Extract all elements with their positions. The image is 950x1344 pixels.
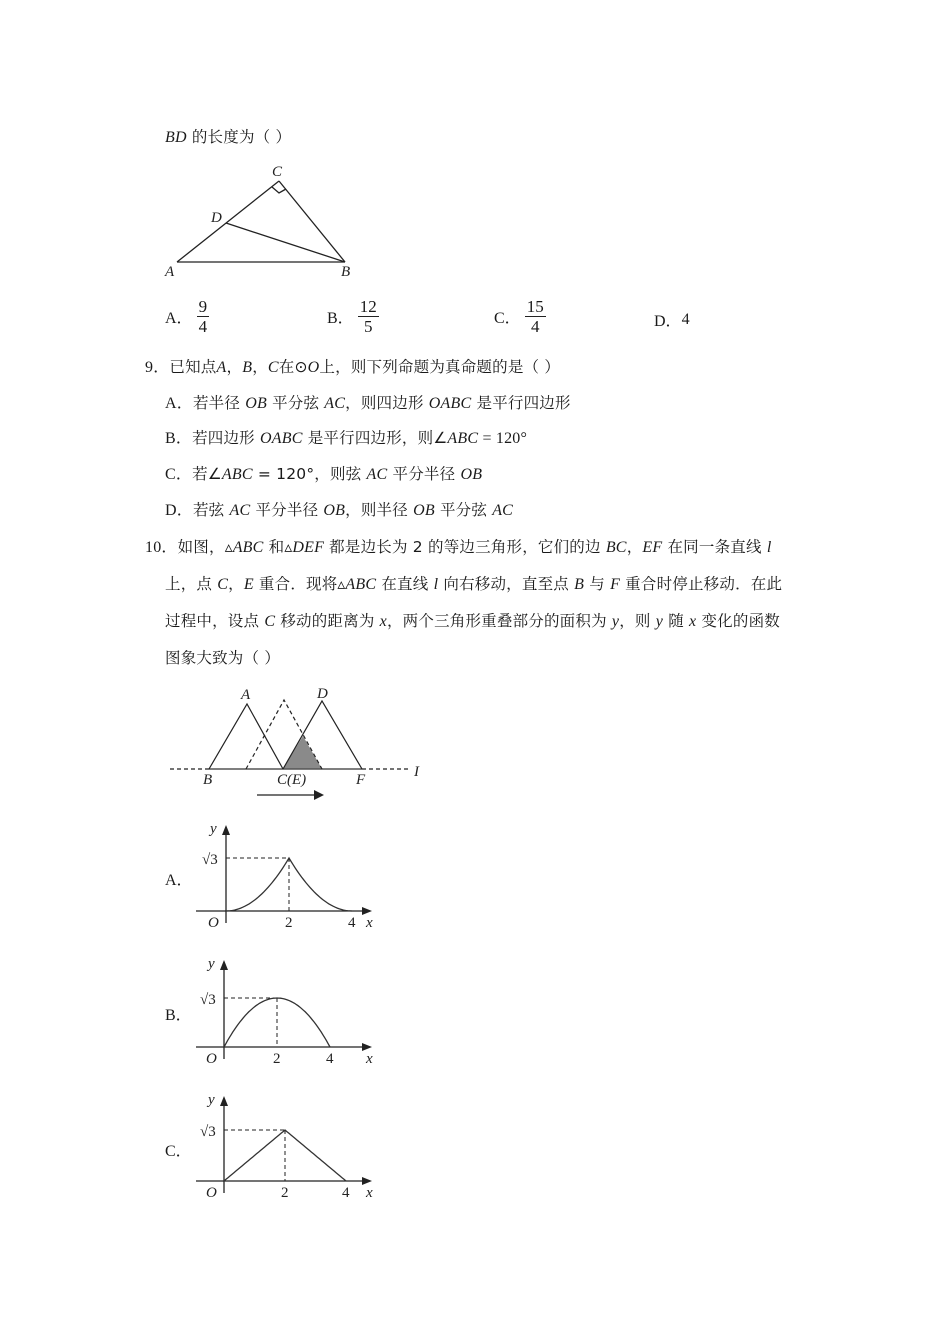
math-segment: B — [574, 576, 585, 593]
label-d: D — [317, 686, 328, 702]
text-segment: ，两个三角形重叠部分的面积为 — [386, 612, 612, 630]
text-segment: 是平行四边形 — [471, 394, 571, 412]
math-segment: AC — [492, 502, 514, 519]
origin-label: O — [206, 1185, 217, 1201]
option-letter: D． — [654, 313, 682, 330]
option-letter: D． — [165, 502, 193, 519]
x-axis-label: x — [366, 1185, 373, 1201]
math-segment: ABC — [232, 539, 264, 556]
text-segment: 重合．现将▵ — [253, 575, 346, 593]
text-segment: 上，则下列命题为真命题的是（ ） — [319, 358, 561, 376]
x-axis-label: x — [366, 915, 373, 931]
text-segment: 和▵ — [263, 538, 293, 556]
math-segment: OB — [323, 502, 346, 519]
math-segment: E — [243, 576, 254, 593]
text-segment: 移动的距离为 — [275, 612, 380, 630]
x-tick-label: 2 — [285, 915, 293, 931]
math-segment: A — [216, 359, 227, 376]
question-number: 10． — [145, 539, 178, 556]
math-segment: OB — [245, 395, 267, 412]
math-segment: x — [379, 613, 387, 630]
option-letter: A． — [165, 310, 193, 327]
math-segment: ABC — [345, 576, 377, 593]
math-segment: ABC — [447, 430, 479, 447]
x-axis-arrow-icon — [362, 907, 372, 915]
x-tick-label: 4 — [326, 1051, 334, 1067]
text-segment: 平分半径 — [250, 501, 324, 519]
option-letter: A． — [165, 872, 193, 889]
label-f: F — [356, 772, 366, 788]
text-segment: ， — [626, 538, 643, 556]
text-segment: 在同一条直线 — [662, 538, 767, 556]
text-segment: 平分半径 — [387, 465, 461, 483]
text-segment: 上，点 — [165, 575, 218, 593]
label-d: D — [211, 210, 222, 226]
denominator: 5 — [363, 317, 373, 336]
numerator: 15 — [526, 297, 544, 316]
y-axis-arrow-icon — [220, 1096, 228, 1106]
text-segment: 在直线 — [376, 575, 434, 593]
math-segment: OB — [413, 502, 435, 519]
x-tick-label: 2 — [281, 1185, 289, 1201]
math-segment: OABC — [260, 430, 303, 447]
math-segment: y — [611, 613, 620, 630]
math-segment: x — [689, 613, 697, 630]
label-b: B — [341, 264, 351, 280]
origin-label: O — [208, 915, 219, 931]
option-letter: C． — [165, 1143, 192, 1160]
label-line-l: I — [414, 764, 419, 780]
text-segment: ， — [252, 358, 268, 376]
peak-value-label: √3 — [200, 1124, 216, 1140]
text-segment: 的长度为（ ） — [186, 128, 292, 146]
label-b: B — [203, 772, 213, 788]
y-axis-arrow-icon — [222, 825, 230, 835]
text-segment: 是平行四边形，则∠ — [302, 429, 448, 447]
text-segment: 图象大致为（ ） — [165, 649, 281, 667]
option-letter: A． — [165, 395, 193, 412]
text-segment: = 120°，则弦 — [252, 465, 367, 483]
peak-value-label: √3 — [200, 992, 216, 1008]
text-segment: 如图，▵ — [177, 538, 233, 556]
math-segment: B — [242, 359, 253, 376]
text-segment: ， — [228, 575, 244, 593]
text-segment: 与 — [584, 575, 611, 593]
text-segment: 若∠ — [192, 465, 222, 483]
x-tick-label: 2 — [273, 1051, 281, 1067]
math-segment: ABC — [221, 466, 253, 483]
label-c: C — [272, 164, 283, 180]
y-axis-label: y — [208, 1092, 215, 1108]
x-axis-label: x — [366, 1051, 373, 1067]
origin-label: O — [206, 1051, 217, 1067]
math-segment: AC — [324, 395, 346, 412]
text-segment: ，则四边形 — [345, 394, 429, 412]
option-value: 4 — [681, 310, 690, 328]
x-axis-arrow-icon — [362, 1043, 372, 1051]
math-segment: = 120° — [478, 430, 528, 447]
x-tick-label: 4 — [348, 915, 356, 931]
peak-value-label: √3 — [202, 852, 218, 868]
text-segment: 若四边形 — [192, 429, 261, 447]
denominator: 4 — [198, 317, 208, 336]
x-axis-arrow-icon — [362, 1177, 372, 1185]
math-segment: BC — [605, 539, 627, 556]
math-segment: BD — [165, 129, 187, 146]
text-segment: 都是边长为 2 的等边三角形，它们的边 — [324, 538, 606, 556]
option-letter: B． — [165, 1007, 192, 1024]
math-segment: AC — [229, 502, 251, 519]
text-segment: 在⊙ — [278, 358, 308, 376]
math-segment: C — [217, 576, 229, 593]
math-segment: OB — [460, 466, 483, 483]
label-c-e: C(E) — [277, 772, 307, 788]
x-tick-label: 4 — [342, 1185, 350, 1201]
text-segment: 随 — [663, 612, 690, 630]
option-letter: B． — [327, 310, 354, 327]
math-segment: O — [307, 359, 320, 376]
option-letter: B． — [165, 430, 193, 447]
text-segment: 过程中，设点 — [165, 612, 265, 630]
text-segment: 变化的函数 — [696, 612, 780, 630]
numerator: 12 — [359, 297, 377, 316]
text-segment: ， — [226, 358, 243, 376]
text-segment: 重合时停止移动．在此 — [620, 575, 783, 593]
y-axis-label: y — [210, 821, 217, 837]
text-segment: 若半径 — [192, 394, 246, 412]
math-segment: EF — [642, 539, 663, 556]
y-axis-arrow-icon — [220, 960, 228, 970]
option-letter: C． — [165, 466, 193, 483]
text-segment: 已知点 — [169, 358, 217, 376]
math-segment: OABC — [428, 395, 472, 412]
label-a: A — [241, 687, 251, 703]
math-segment: C — [267, 359, 279, 376]
math-segment: C — [264, 613, 276, 630]
math-segment: F — [610, 576, 621, 593]
math-segment: DEF — [292, 539, 325, 556]
math-segment: AC — [366, 466, 388, 483]
denominator: 4 — [530, 317, 540, 336]
math-segment: l — [766, 539, 772, 556]
label-a: A — [165, 264, 175, 280]
text-segment: 向右移动，直至点 — [438, 575, 575, 593]
text-segment: 平分弦 — [266, 394, 325, 412]
text-segment: 若弦 — [192, 501, 230, 519]
y-axis-label: y — [208, 956, 215, 972]
math-segment: y — [655, 613, 664, 630]
numerator: 9 — [198, 297, 208, 316]
option-letter: C． — [494, 310, 521, 327]
text-segment: ，则半径 — [345, 501, 414, 519]
question-number: 9． — [145, 359, 170, 376]
text-segment: 平分弦 — [434, 501, 493, 519]
math-segment: l — [433, 576, 439, 593]
text-segment: ，则 — [619, 612, 656, 630]
